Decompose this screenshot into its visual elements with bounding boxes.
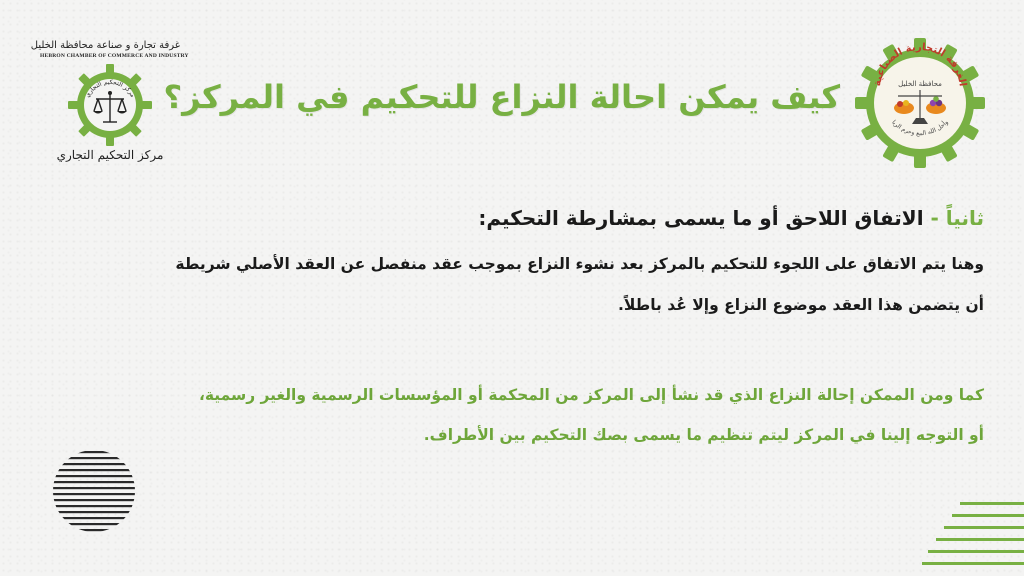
section-heading-text: الاتفاق اللاحق أو ما يسمى بمشارطة التحكيم: [478, 206, 924, 230]
section-heading-prefix: ثانياً - [923, 206, 984, 230]
logo-left-top-english: HEBRON CHAMBER OF COMMERCE AND INDUSTRY [40, 53, 189, 59]
logo-left-top-arabic: غرفة تجارة و صناعة محافظة الخليل [30, 40, 180, 51]
paragraph1-line2: أن يتضمن هذا العقد موضوع النزاع وإلا عُد باطلاً. [617, 296, 984, 314]
paragraph1-line1: وهنا يتم الاتفاق على اللجوء للتحكيم بالمركز بعد نشوء النزاع بموجب عقد منفصل عن العقد الأصلي شريطة [175, 255, 984, 273]
chamber-of-commerce-logo [850, 28, 990, 168]
logo-right-sub-text: محافظة الخليل [898, 80, 942, 88]
section-heading [478, 203, 984, 233]
striped-circle-decoration [53, 450, 135, 532]
paragraph2-line1: كما ومن الممكن إحالة النزاع الذي قد نشأ إلى المركز من المحكمة أو المؤسسات الرسمية والغير رسمية، [198, 386, 984, 404]
logo-right-arc-text: الغرفة التجارية الصناعية [872, 41, 968, 88]
stepped-lines-decoration [922, 496, 1024, 576]
page-title: كيف يمكن احالة النزاع للتحكيم في المركز؟ [163, 78, 840, 116]
scales-gear-icon [64, 62, 156, 148]
chamber-gear-icon [850, 28, 990, 168]
logo-right-bottom-text: وأحل الله البيع وحرم الربا [890, 118, 950, 138]
logo-left-bottom-arabic: مركز التحكيم التجاري [56, 148, 164, 162]
paragraph2-line2: أو التوجه إلينا في المركز ليتم تنظيم ما يسمى بصك التحكيم بين الأطراف. [423, 426, 984, 444]
logo-left-ring-text: مركز التحكيم التجاري [83, 78, 137, 99]
